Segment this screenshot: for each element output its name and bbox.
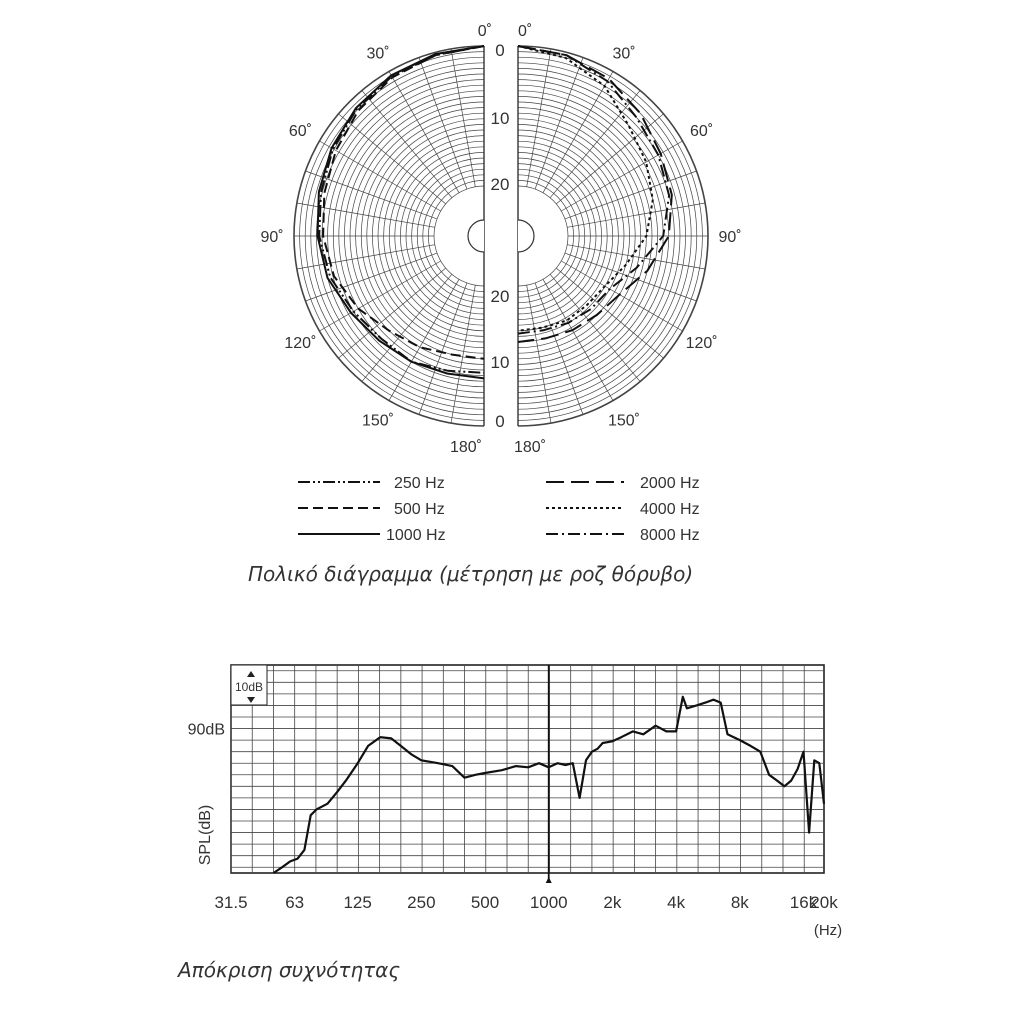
angle-label-0-left: 0˚	[477, 23, 492, 40]
x-tick-1: 63	[285, 893, 305, 912]
angle-label-90-left: 90˚	[260, 229, 284, 246]
y-ref-label: 90dB	[187, 721, 225, 739]
legend-label-4: 4000 Hz	[640, 501, 700, 518]
x-tick-5: 1000	[529, 893, 568, 912]
legend-label-3: 2000 Hz	[640, 475, 700, 492]
x-tick-10: 20k	[810, 893, 838, 912]
x-tick-6: 2k	[603, 893, 622, 912]
y-axis-label: SPL(dB)	[197, 804, 214, 866]
angle-label-60-left: 60˚	[288, 123, 312, 140]
scale-label: 10dB	[234, 680, 264, 694]
angle-label-120-right: 120˚	[685, 335, 718, 352]
angle-label-0-right: 0˚	[518, 23, 533, 40]
angle-label-90-right: 90˚	[718, 229, 742, 246]
angle-label-180-right: 180˚	[514, 439, 547, 456]
radial-label-1: 10	[490, 109, 510, 128]
frequency-grid	[231, 665, 824, 883]
angle-label-180-left: 180˚	[449, 439, 482, 456]
legend-label-5: 8000 Hz	[640, 527, 700, 544]
x-tick-7: 4k	[667, 893, 686, 912]
angle-label-150-left: 150˚	[361, 412, 395, 430]
angle-label-150-right: 150˚	[607, 412, 641, 430]
x-unit-label: (Hz)	[813, 922, 843, 939]
legend-label-2: 1000 Hz	[386, 527, 446, 544]
x-tick-0: 31.5	[214, 893, 248, 912]
legend-label-0: 250 Hz	[394, 475, 445, 492]
angle-label-120-left: 120˚	[284, 335, 317, 352]
legend-label-1: 500 Hz	[394, 501, 445, 518]
radial-label-0: 0	[495, 41, 505, 60]
x-tick-4: 500	[470, 893, 500, 912]
polar-chart-caption: Πολικό διάγραμμα (μέτρηση με ροζ θόρυβο)	[248, 562, 694, 586]
x-tick-8: 8k	[730, 893, 749, 912]
plot-frame	[231, 665, 824, 873]
tick-marker-1khz	[546, 877, 552, 883]
radial-label-2: 20	[490, 175, 510, 194]
x-tick-9: 16k	[789, 893, 818, 912]
angle-label-30-right: 30˚	[612, 45, 636, 63]
x-tick-2: 125	[343, 893, 372, 912]
x-tick-3: 250	[407, 893, 436, 912]
angle-label-60-right: 60˚	[690, 123, 714, 140]
radial-label-4: 10	[490, 353, 510, 372]
frequency-chart-caption: Απόκριση συχνότητας	[178, 958, 401, 982]
radial-label-3: 20	[490, 287, 510, 306]
angle-label-30-left: 30˚	[366, 45, 390, 63]
radial-label-5: 0	[495, 412, 505, 431]
